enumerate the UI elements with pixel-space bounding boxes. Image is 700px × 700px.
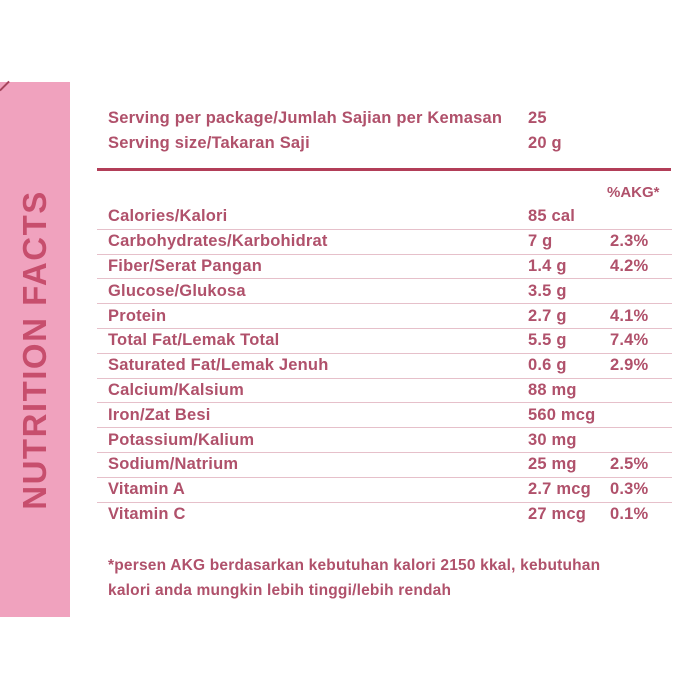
serving-size-row (97, 131, 672, 156)
header-divider-rule (97, 168, 671, 171)
table-row (97, 279, 672, 304)
nutrient-label: Glucose/Glukosa (108, 281, 246, 300)
nutrient-value: 2.7 g (528, 306, 567, 325)
corner-fold-mark (0, 81, 10, 92)
akg-footnote-line2: kalori anda mungkin lebih tinggi/lebih rendah (108, 582, 452, 599)
nutrient-label: Calories/Kalori (108, 207, 228, 226)
nutrient-value: 2.7 mcg (528, 480, 591, 499)
table-row (97, 403, 672, 428)
table-row (97, 205, 672, 230)
serving-info-section (97, 106, 672, 156)
nutrient-label: Calcium/Kalsium (108, 380, 244, 399)
nutrient-value: 5.5 g (528, 331, 567, 350)
nutrient-pct: 0.3% (610, 480, 649, 499)
nutrient-label: Potassium/Kalium (108, 430, 255, 449)
nutrient-value: 0.6 g (528, 356, 567, 375)
table-row (97, 329, 672, 354)
table-row (97, 379, 672, 404)
nutrient-label: Total Fat/Lemak Total (108, 331, 280, 350)
serving-size-value: 20 g (528, 134, 562, 152)
table-row (97, 453, 672, 478)
table-row (97, 478, 672, 503)
nutrient-value: 30 mg (528, 430, 577, 449)
nutrient-table (97, 205, 672, 527)
nutrition-facts-sidebar (0, 82, 70, 617)
nutrient-value: 1.4 g (528, 256, 567, 275)
serving-size-label: Serving size/Takaran Saji (108, 134, 310, 152)
nutrient-label: Fiber/Serat Pangan (108, 256, 262, 275)
table-row (97, 255, 672, 280)
akg-column-header: %AKG* (607, 184, 660, 201)
nutrient-pct: 2.9% (610, 356, 649, 375)
nutrient-value: 560 mcg (528, 405, 596, 424)
nutrient-label: Sodium/Natrium (108, 455, 239, 474)
nutrient-label: Iron/Zat Besi (108, 405, 211, 424)
serving-per-package-row (97, 106, 672, 131)
nutrient-label: Vitamin A (108, 480, 185, 499)
nutrient-value: 88 mg (528, 380, 577, 399)
nutrient-pct: 4.1% (610, 306, 649, 325)
nutrient-value: 3.5 g (528, 281, 567, 300)
nutrient-value: 25 mg (528, 455, 577, 474)
akg-footnote-line1: *persen AKG berdasarkan kebutuhan kalori 2150 kkal, kebutuhan (108, 557, 601, 574)
nutrient-label: Vitamin C (108, 505, 186, 524)
table-row (97, 428, 672, 453)
serving-per-package-value: 25 (528, 109, 547, 127)
nutrient-pct: 2.5% (610, 455, 649, 474)
table-row (97, 503, 672, 528)
akg-footnote (108, 553, 608, 603)
nutrient-pct: 7.4% (610, 331, 649, 350)
nutrient-label: Saturated Fat/Lemak Jenuh (108, 356, 329, 375)
nutrient-label: Protein (108, 306, 167, 325)
nutrient-pct: 0.1% (610, 505, 649, 524)
nutrient-pct: 2.3% (610, 232, 649, 251)
nutrient-value: 27 mcg (528, 505, 587, 524)
nutrient-label: Carbohydrates/Karbohidrat (108, 232, 328, 251)
nutrient-value: 85 cal (528, 207, 576, 226)
nutrient-value: 7 g (528, 232, 553, 251)
nutrient-pct: 4.2% (610, 256, 649, 275)
table-row (97, 304, 672, 329)
table-row (97, 354, 672, 379)
table-row (97, 230, 672, 255)
nutrition-facts-title: NUTRITION FACTS (16, 189, 53, 510)
serving-per-package-label: Serving per package/Jumlah Sajian per Kemasan (108, 109, 503, 127)
